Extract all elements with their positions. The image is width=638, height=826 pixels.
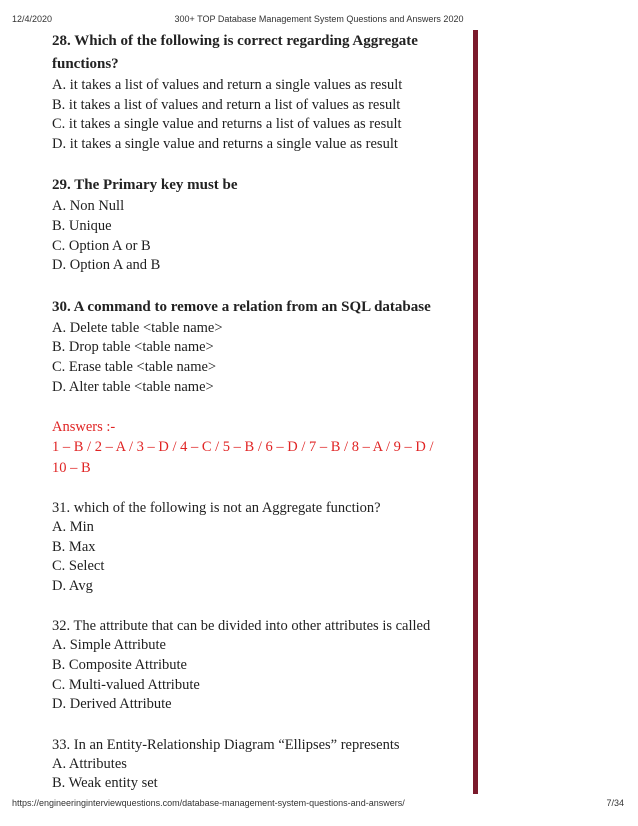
option: B. Unique xyxy=(52,218,112,235)
question-title: 28. Which of the following is correct regarding Aggregate functions? xyxy=(52,33,418,72)
answers-label: Answers :- xyxy=(52,418,116,435)
question-32 xyxy=(52,616,467,715)
question-29 xyxy=(52,174,467,276)
question-30 xyxy=(52,296,467,398)
answers-line: 10 – B xyxy=(52,459,91,476)
question-title: 33. In an Entity-Relationship Diagram “Ellipses” represents xyxy=(52,736,400,753)
option: B. Composite Attribute xyxy=(52,656,187,673)
option: C. it takes a single value and returns a list of values as result xyxy=(52,116,402,133)
print-page-title: 300+ TOP Database Management System Questions and Answers 2020 xyxy=(174,14,464,24)
option: A. Non Null xyxy=(52,198,125,215)
print-url: https://engineeringinterviewquestions.com/database-management-system-questions-and-answers/ xyxy=(12,798,405,808)
option: A. Attributes xyxy=(52,755,127,772)
option: A. Simple Attribute xyxy=(52,637,166,654)
option: D. it takes a single value and returns a single value as result xyxy=(52,136,398,153)
question-28 xyxy=(52,30,467,155)
option: C. Select xyxy=(52,558,105,575)
option: B. Weak entity set xyxy=(52,775,158,792)
answers-line: 1 – B / 2 – A / 3 – D / 4 – C / 5 – B / 6 – D / 7 – B / 8 – A / 9 – D / xyxy=(52,439,434,456)
question-title: 31. which of the following is not an Aggregate function? xyxy=(52,499,381,516)
article-content xyxy=(52,30,467,813)
option: A. Min xyxy=(52,518,94,535)
question-title: 30. A command to remove a relation from an SQL database xyxy=(52,298,431,315)
page-number: 7/34 xyxy=(606,798,624,808)
content-border-rule xyxy=(473,30,478,794)
option: A. it takes a list of values and return a single values as result xyxy=(52,77,403,93)
print-footer xyxy=(0,798,638,812)
question-title: 32. The attribute that can be divided into other attributes is called xyxy=(52,618,431,635)
option: D. Avg xyxy=(52,578,93,595)
option: C. Option A or B xyxy=(52,237,151,254)
option: D. Derived Attribute xyxy=(52,696,172,713)
answers-block xyxy=(52,417,467,479)
option: C. Erase table <table name> xyxy=(52,359,217,376)
question-31 xyxy=(52,498,467,597)
print-date: 12/4/2020 xyxy=(12,14,53,24)
option: C. Multi-valued Attribute xyxy=(52,676,200,693)
print-header xyxy=(0,14,638,28)
option: D. Option A and B xyxy=(52,257,161,274)
option: D. Alter table <table name> xyxy=(52,378,214,395)
option: B. Max xyxy=(52,538,96,555)
option: A. Delete table <table name> xyxy=(52,319,223,336)
option: B. Drop table <table name> xyxy=(52,339,214,356)
option: B. it takes a list of values and return a list of values as result xyxy=(52,96,401,113)
question-title: 29. The Primary key must be xyxy=(52,177,238,194)
question-33 xyxy=(52,735,467,794)
